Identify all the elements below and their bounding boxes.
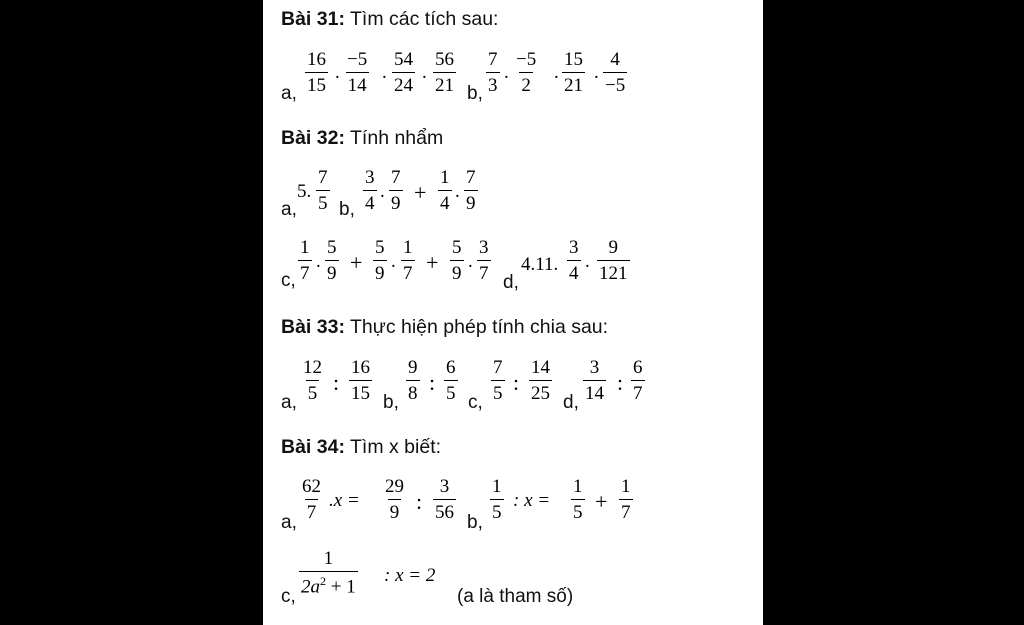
fraction bbox=[486, 50, 500, 95]
item-label: a, bbox=[281, 512, 297, 533]
fraction bbox=[345, 50, 369, 95]
fraction-denominator: 7 bbox=[619, 499, 633, 522]
fraction-numerator: 3 bbox=[439, 476, 450, 497]
fraction-denominator: 21 bbox=[433, 72, 456, 95]
math-operator: 4.11. bbox=[521, 254, 559, 275]
exercise-34-heading bbox=[281, 436, 441, 459]
item-label: a, bbox=[281, 83, 297, 104]
fraction-numerator: 14 bbox=[531, 357, 550, 378]
fraction bbox=[373, 238, 387, 283]
math-operator: + bbox=[414, 180, 427, 205]
fraction-numerator: 16 bbox=[351, 357, 370, 378]
fraction-numerator: 1 bbox=[323, 548, 334, 569]
fraction-numerator: 1 bbox=[573, 476, 583, 497]
fraction-denominator: 7 bbox=[305, 499, 319, 522]
fraction bbox=[619, 477, 633, 522]
math-operator: 5. bbox=[297, 181, 312, 202]
math-operator: . bbox=[422, 62, 427, 83]
fraction-denominator: 9 bbox=[464, 190, 478, 213]
exercise-32-heading bbox=[281, 127, 443, 150]
fraction bbox=[477, 238, 491, 283]
fraction bbox=[597, 238, 630, 283]
fraction-numerator: 7 bbox=[466, 167, 476, 188]
fraction bbox=[401, 238, 415, 283]
fraction bbox=[490, 477, 504, 522]
fraction-denominator: 7 bbox=[401, 260, 415, 283]
item-label: b, bbox=[383, 392, 399, 413]
fraction-numerator: 7 bbox=[488, 49, 498, 70]
fraction-denominator: 4 bbox=[363, 190, 377, 213]
exercise-number: Bài 33: bbox=[281, 316, 345, 338]
fraction-denominator: 21 bbox=[562, 72, 585, 95]
fraction-numerator: 1 bbox=[492, 476, 502, 497]
math-operator: : x = bbox=[513, 490, 551, 511]
item-label: c, bbox=[281, 586, 296, 607]
fraction-numerator: 16 bbox=[307, 49, 326, 70]
fraction bbox=[562, 50, 585, 95]
fraction-denominator: 5 bbox=[491, 380, 505, 403]
fraction-numerator: 3 bbox=[589, 357, 600, 378]
fraction bbox=[464, 168, 478, 213]
fraction-denominator: −5 bbox=[603, 72, 627, 95]
fraction bbox=[438, 168, 452, 213]
fraction-denominator: 7 bbox=[298, 260, 312, 283]
fraction-denominator: 14 bbox=[583, 380, 606, 403]
math-text: 2a bbox=[301, 576, 320, 598]
math-operator: + bbox=[426, 250, 439, 275]
fraction-numerator: 7 bbox=[318, 167, 328, 188]
fraction bbox=[383, 477, 406, 522]
exponent: 2 bbox=[320, 574, 326, 588]
fraction-numerator: 7 bbox=[493, 357, 503, 378]
fraction-numerator: 9 bbox=[608, 237, 618, 258]
fraction-numerator: 54 bbox=[394, 49, 413, 70]
fraction-denominator: 9 bbox=[325, 260, 339, 283]
exercise-31-heading bbox=[281, 8, 498, 31]
fraction-numerator: 5 bbox=[452, 237, 462, 258]
math-operator: . bbox=[468, 251, 473, 272]
fraction bbox=[571, 477, 585, 522]
fraction bbox=[301, 358, 324, 403]
math-operator: . bbox=[335, 62, 340, 83]
fraction-denominator: 56 bbox=[433, 499, 456, 522]
fraction-numerator: 3 bbox=[569, 237, 579, 258]
fraction-numerator: 1 bbox=[440, 167, 450, 188]
fraction bbox=[349, 358, 372, 403]
math-operator: . bbox=[554, 62, 559, 83]
fraction-numerator: 1 bbox=[621, 476, 631, 497]
math-operator: .x = bbox=[329, 490, 360, 511]
math-operator: : bbox=[617, 370, 624, 395]
item-label: b, bbox=[467, 512, 483, 533]
fraction-numerator: 3 bbox=[479, 237, 489, 258]
item-label: c, bbox=[468, 392, 483, 413]
fraction bbox=[567, 238, 581, 283]
fraction-denominator: 25 bbox=[529, 380, 552, 403]
fraction-denominator: 2 bbox=[519, 72, 533, 95]
fraction bbox=[298, 238, 312, 283]
fraction-denominator: 9 bbox=[388, 499, 402, 522]
fraction-numerator: 1 bbox=[403, 237, 413, 258]
parameter-note: (a là tham số) bbox=[457, 586, 574, 607]
fraction bbox=[392, 50, 415, 95]
math-text: Thực hiện phép tính chia sau: bbox=[344, 316, 609, 338]
fraction-numerator: 9 bbox=[408, 357, 418, 378]
fraction bbox=[300, 477, 323, 522]
item-label: c, bbox=[281, 270, 296, 291]
math-operator: . bbox=[585, 251, 590, 272]
fraction bbox=[603, 50, 627, 95]
fraction-numerator: 12 bbox=[303, 357, 322, 378]
worksheet-page bbox=[263, 0, 763, 625]
fraction bbox=[583, 358, 606, 403]
fraction-numerator: 6 bbox=[446, 357, 456, 378]
fraction bbox=[299, 549, 358, 596]
fraction-denominator: 4 bbox=[567, 260, 581, 283]
fraction bbox=[325, 238, 339, 283]
math-operator: : x = 2 bbox=[384, 565, 436, 586]
fraction bbox=[433, 50, 456, 95]
fraction bbox=[514, 50, 538, 95]
fraction-numerator: 5 bbox=[375, 237, 385, 258]
fraction-denominator: 4 bbox=[438, 190, 452, 213]
math-operator: . bbox=[391, 251, 396, 272]
fraction-numerator: 4 bbox=[610, 49, 620, 70]
math-operator: : bbox=[416, 489, 423, 514]
math-operator: . bbox=[504, 62, 509, 83]
fraction-numerator: 56 bbox=[435, 49, 454, 70]
fraction-denominator: 5 bbox=[571, 499, 585, 522]
math-operator: : bbox=[333, 370, 340, 395]
fraction-numerator: −5 bbox=[516, 49, 537, 70]
fraction-numerator: 3 bbox=[365, 167, 375, 188]
fraction-denominator: 15 bbox=[305, 72, 328, 95]
fraction bbox=[450, 238, 464, 283]
fraction-numerator: 7 bbox=[391, 167, 401, 188]
fraction bbox=[444, 358, 458, 403]
fraction-denominator: 7 bbox=[477, 260, 491, 283]
fraction-denominator: 5 bbox=[490, 499, 504, 522]
item-label: a, bbox=[281, 199, 297, 220]
exercise-number: Bài 31: bbox=[281, 8, 345, 30]
math-operator: : bbox=[513, 370, 520, 395]
exercise-number: Bài 34: bbox=[281, 436, 345, 458]
fraction bbox=[363, 168, 377, 213]
fraction-denominator: 3 bbox=[486, 72, 500, 95]
math-operator: . bbox=[380, 181, 385, 202]
fraction bbox=[316, 168, 330, 213]
fraction bbox=[406, 358, 420, 403]
math-operator: : bbox=[429, 370, 436, 395]
fraction bbox=[305, 50, 328, 95]
item-label: a, bbox=[281, 392, 297, 413]
math-operator: . bbox=[594, 62, 599, 83]
fraction-numerator: 62 bbox=[302, 476, 321, 497]
math-operator: . bbox=[382, 62, 387, 83]
math-operator: + bbox=[595, 489, 608, 514]
fraction-numerator: 29 bbox=[385, 476, 404, 497]
item-label: d, bbox=[503, 272, 519, 293]
fraction-denominator: 5 bbox=[444, 380, 458, 403]
math-operator: . bbox=[316, 251, 321, 272]
item-label: b, bbox=[339, 199, 355, 220]
math-text: Tính nhẩm bbox=[344, 127, 444, 149]
item-label: b, bbox=[467, 83, 483, 104]
math-operator: + bbox=[350, 250, 363, 275]
fraction-denominator: 9 bbox=[450, 260, 464, 283]
fraction-denominator: 5 bbox=[306, 380, 320, 403]
fraction bbox=[433, 477, 456, 522]
fraction-denominator: 15 bbox=[349, 380, 372, 403]
exercise-33-heading bbox=[281, 316, 608, 339]
fraction bbox=[631, 358, 645, 403]
item-label: d, bbox=[563, 392, 579, 413]
fraction bbox=[491, 358, 505, 403]
fraction-numerator: 6 bbox=[633, 357, 643, 378]
exercise-number: Bài 32: bbox=[281, 127, 345, 149]
fraction-denominator: $2a^2 + 1$ bbox=[299, 571, 358, 596]
fraction-numerator: −5 bbox=[347, 49, 368, 70]
fraction-denominator: 9 bbox=[373, 260, 387, 283]
fraction-numerator: 5 bbox=[327, 237, 337, 258]
fraction-denominator: 8 bbox=[406, 380, 420, 403]
math-text: Tìm x biết: bbox=[344, 436, 442, 458]
fraction-denominator: 121 bbox=[597, 260, 630, 283]
fraction-denominator: 24 bbox=[392, 72, 415, 95]
math-text: Tìm các tích sau: bbox=[344, 8, 499, 30]
fraction bbox=[529, 358, 552, 403]
fraction bbox=[389, 168, 403, 213]
math-operator: . bbox=[455, 181, 460, 202]
fraction-numerator: 15 bbox=[564, 49, 583, 70]
fraction-denominator: 7 bbox=[631, 380, 645, 403]
fraction-denominator: 9 bbox=[389, 190, 403, 213]
fraction-denominator: 14 bbox=[346, 72, 369, 95]
fraction-numerator: 1 bbox=[300, 237, 310, 258]
fraction-denominator: 5 bbox=[316, 190, 330, 213]
